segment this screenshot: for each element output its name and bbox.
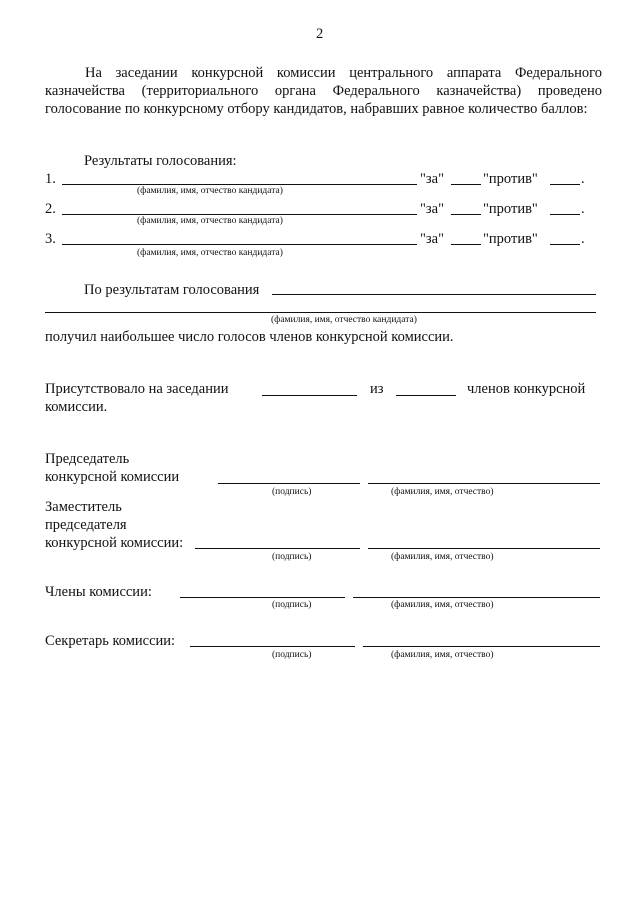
- candidate-caption: (фамилия, имя, отчество кандидата): [137, 216, 283, 226]
- total-count-blank: [396, 395, 456, 396]
- signature-line: [180, 597, 345, 598]
- fio-line: [353, 597, 600, 598]
- winner-name-line-2: [45, 312, 596, 313]
- members-label: Члены комиссии:: [45, 584, 152, 600]
- received-text: получил наибольшее число голосов членов конкурсной комиссии.: [45, 329, 454, 345]
- vote-for-blank: [451, 214, 481, 215]
- signature-caption: (подпись): [272, 600, 312, 610]
- vote-for-blank: [451, 244, 481, 245]
- secretary-label: Секретарь комиссии:: [45, 633, 176, 649]
- intro-text: На заседании конкурсной комиссии центрального аппарата Федерального казначейства (территориального органа Федерального казначейства) проведено голосование по конкурсному отбору кандидатов, набравших равное количество баллов:: [45, 65, 602, 117]
- fio-line: [363, 646, 600, 647]
- signature-caption: (подпись): [272, 487, 312, 497]
- chair-label-line1: Председатель: [45, 451, 130, 467]
- signature-caption: (подпись): [272, 552, 312, 562]
- present-count-blank: [262, 395, 357, 396]
- row-number: 2.: [45, 201, 56, 217]
- fio-caption: (фамилия, имя, отчество): [391, 487, 494, 497]
- vote-for-blank: [451, 184, 481, 185]
- candidate-caption: (фамилия, имя, отчество кандидата): [137, 248, 283, 258]
- vote-against-label: "против": [483, 171, 538, 187]
- deputy-label-line1: Заместитель: [45, 499, 122, 515]
- vote-against-blank: [550, 244, 580, 245]
- chair-label-line2: конкурсной комиссии: [45, 469, 180, 485]
- candidate-name-line: [62, 244, 417, 245]
- vote-for-label: "за": [420, 201, 445, 217]
- vote-for-label: "за": [420, 231, 445, 247]
- vote-against-blank: [550, 214, 580, 215]
- page-number: 2: [316, 26, 324, 42]
- attendance-commission: комиссии.: [45, 399, 108, 415]
- fio-line: [368, 548, 600, 549]
- intro-paragraph: [45, 64, 602, 118]
- fio-caption: (фамилия, имя, отчество): [391, 552, 494, 562]
- deputy-label-line3: конкурсной комиссии:: [45, 535, 184, 551]
- winner-name-line: [272, 294, 596, 295]
- vote-against-label: "против": [483, 231, 538, 247]
- row-end: .: [581, 171, 585, 187]
- candidate-name-line: [62, 184, 417, 185]
- row-number: 1.: [45, 171, 56, 187]
- candidate-name-line: [62, 214, 417, 215]
- signature-line: [195, 548, 360, 549]
- attendance-of: из: [370, 381, 384, 397]
- by-results-label: По результатам голосования: [84, 282, 260, 298]
- row-number: 3.: [45, 231, 56, 247]
- candidate-caption: (фамилия, имя, отчество кандидата): [137, 186, 283, 196]
- signature-line: [218, 483, 360, 484]
- vote-for-label: "за": [420, 171, 445, 187]
- attendance-label: Присутствовало на заседании: [45, 381, 229, 397]
- row-end: .: [581, 231, 585, 247]
- results-heading: Результаты голосования:: [84, 153, 237, 169]
- candidate-caption: (фамилия, имя, отчество кандидата): [271, 315, 417, 325]
- deputy-label-line2: председателя: [45, 517, 127, 533]
- fio-line: [368, 483, 600, 484]
- signature-line: [190, 646, 355, 647]
- attendance-members: членов конкурсной: [467, 381, 586, 397]
- vote-against-label: "против": [483, 201, 538, 217]
- fio-caption: (фамилия, имя, отчество): [391, 650, 494, 660]
- vote-against-blank: [550, 184, 580, 185]
- row-end: .: [581, 201, 585, 217]
- signature-caption: (подпись): [272, 650, 312, 660]
- fio-caption: (фамилия, имя, отчество): [391, 600, 494, 610]
